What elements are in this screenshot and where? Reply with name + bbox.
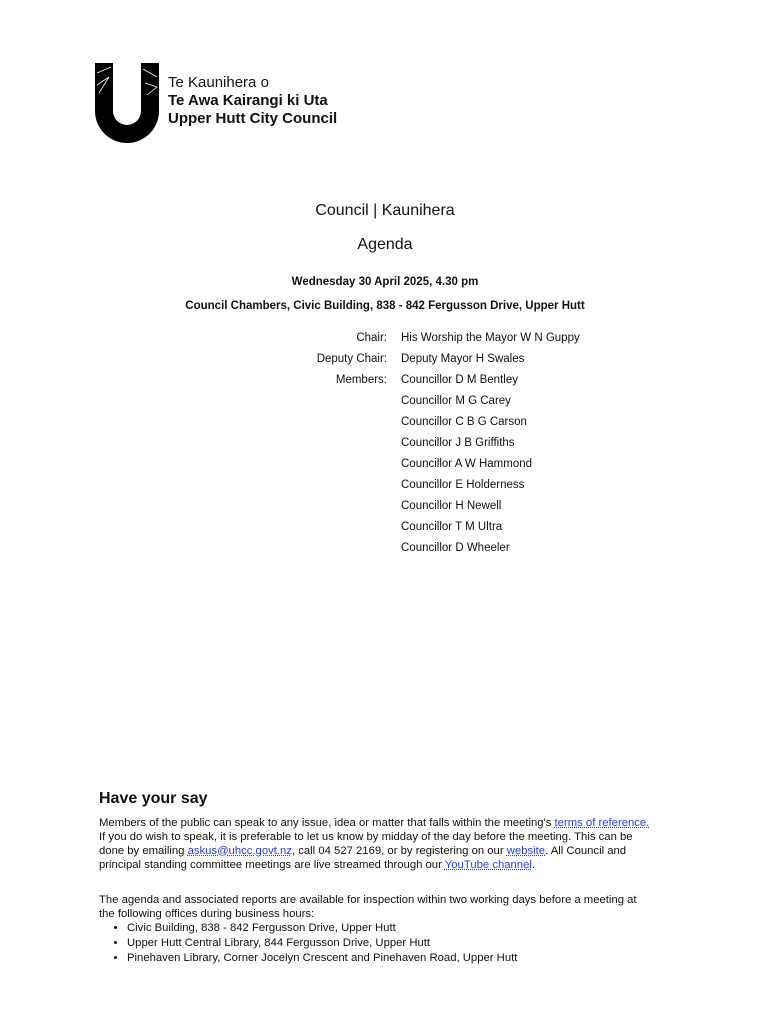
member-role: Members: [335, 374, 387, 386]
member-name: Councillor H Newell [401, 500, 502, 512]
youtube-channel-link[interactable]: YouTube channel [444, 859, 532, 871]
office-item: • Upper Hutt Central Library, 844 Fergusson Drive, Upper Hutt [127, 936, 654, 951]
council-logo-text [168, 74, 337, 128]
logo-line-2: Te Awa Kairangi ki Uta [168, 92, 328, 109]
text: . [531, 859, 536, 871]
inspection-text: The agenda and associated reports are available for inspection within two working days before a meeting at the following offices during business hours: [99, 894, 637, 920]
member-name: Councillor T M Ultra [401, 521, 503, 533]
member-name: Councillor C B G Carson [401, 416, 527, 428]
member-role: Chair: [356, 332, 387, 344]
terms-of-reference-link[interactable]: terms of reference. [554, 817, 650, 829]
email-link[interactable]: askus@uhcc.govt.nz [187, 845, 292, 857]
document-subtitle: Agenda [357, 236, 413, 253]
member-name: Councillor E Holderness [401, 479, 525, 491]
council-logo-icon [95, 63, 159, 143]
logo-line-1: Te Kaunihera o [168, 74, 269, 91]
member-name: Councillor J B Griffiths [401, 437, 515, 449]
text: , call 04 527 2169, or by registering on our [291, 845, 507, 857]
office-item: • Civic Building, 838 - 842 Fergusson Drive, Upper Hutt [127, 921, 654, 936]
have-your-say-paragraph [99, 816, 654, 872]
logo-line-3: Upper Hutt City Council [168, 110, 338, 127]
website-link[interactable]: website [506, 845, 546, 857]
meeting-date: Wednesday 30 April 2025, 4.30 pm [291, 276, 479, 288]
member-name: His Worship the Mayor W N Guppy [401, 332, 580, 344]
offices-list [99, 921, 654, 966]
inspection-paragraph [99, 893, 654, 966]
meeting-location: Council Chambers, Civic Building, 838 - 842 Fergusson Drive, Upper Hutt [185, 300, 585, 312]
member-name: Councillor D M Bentley [401, 374, 518, 386]
member-name: Councillor M G Carey [401, 395, 511, 407]
office-item: • Pinehaven Library, Corner Jocelyn Crescent and Pinehaven Road, Upper Hutt [127, 951, 654, 966]
have-your-say-heading: Have your say [99, 790, 208, 807]
text: Members of the public can speak to any issue, idea or matter that falls within the meeting's [99, 817, 555, 829]
member-name: Councillor A W Hammond [401, 458, 533, 470]
text: If you do wish to speak, it is preferable to let us know by midday of the day before the meeting. This can be done by emailing [99, 831, 633, 857]
member-name: Deputy Mayor H Swales [401, 353, 525, 365]
member-name: Councillor D Wheeler [401, 542, 510, 554]
meeting-title: Council | Kaunihera [315, 202, 455, 219]
member-role: Deputy Chair: [316, 353, 387, 365]
text: . All Council and principal standing committee meetings are live streamed through our [99, 845, 627, 871]
